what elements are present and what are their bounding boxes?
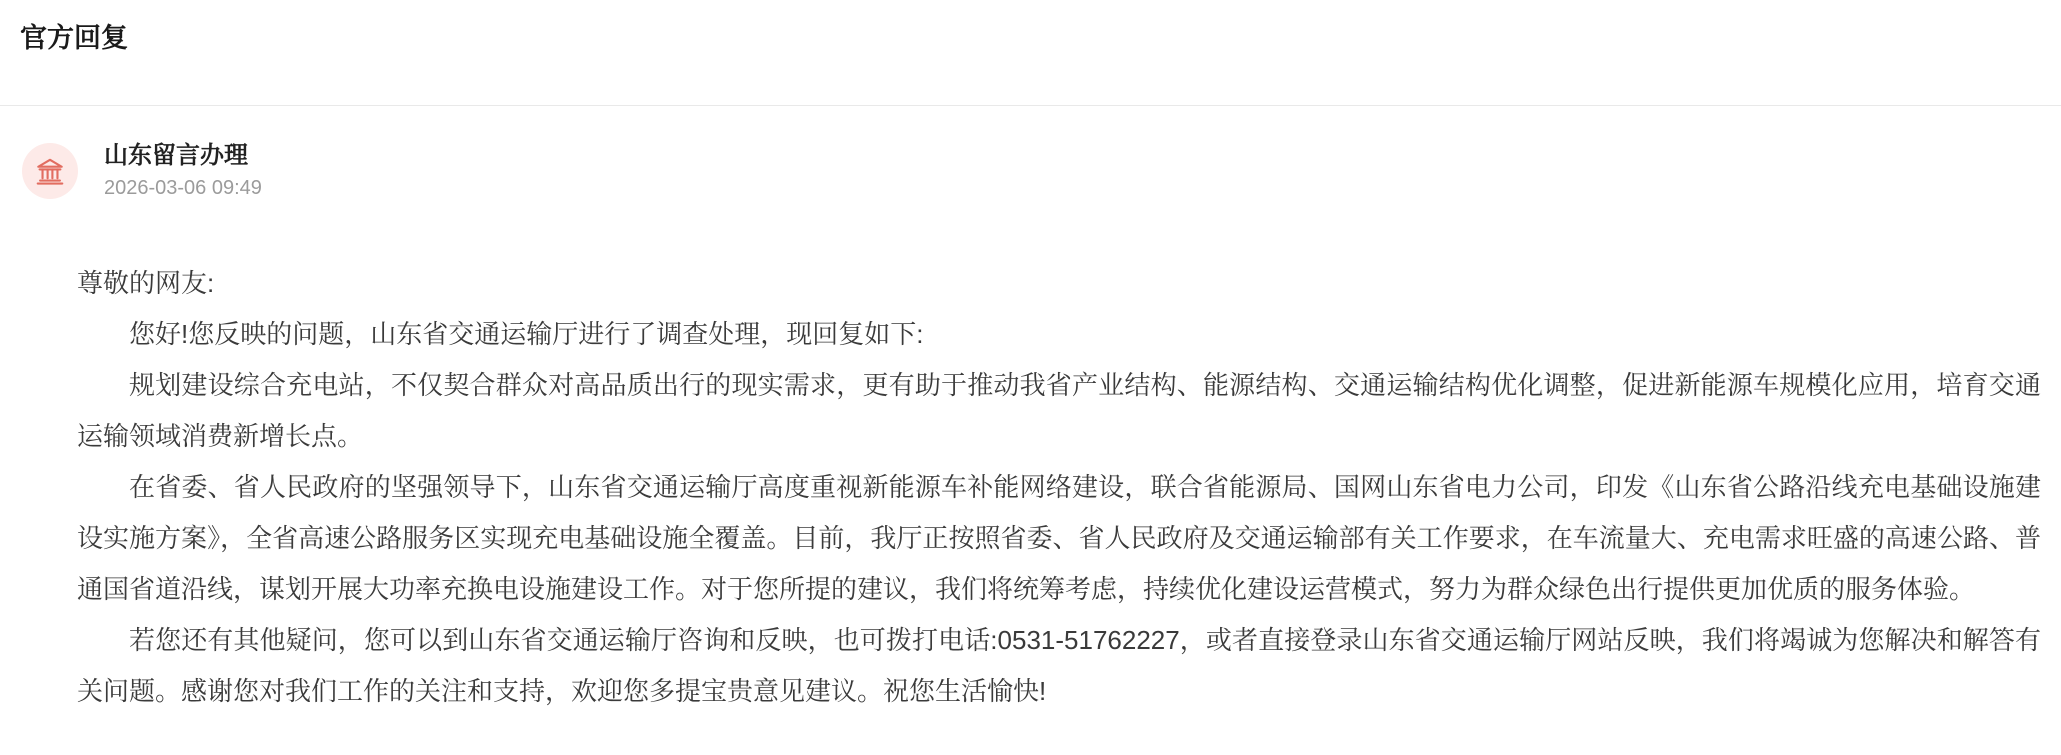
divider <box>0 105 2061 106</box>
reply-header <box>22 141 2061 200</box>
government-building-icon <box>34 155 66 187</box>
page-title: 官方回复 <box>20 23 128 53</box>
reply-author: 山东留言办理 <box>104 142 248 169</box>
paragraph-planning: 规划建设综合充电站，不仅契合群众对高品质出行的现实需求，更有助于推动我省产业结构、能源结构、交通运输结构优化调整，促进新能源车规模化应用，培育交通运输领域消费新增长点。 <box>77 370 2041 451</box>
paragraph-greeting: 您好!您反映的问题，山东省交通运输厅进行了调查处理，现回复如下: <box>129 319 924 349</box>
avatar <box>22 143 78 199</box>
paragraph-measures: 在省委、省人民政府的坚强领导下，山东省交通运输厅高度重视新能源车补能网络建设，联合省能源局、国网山东省电力公司，印发《山东省公路沿线充电基础设施建设实施方案》，全省高速公路服务区实现充电基础设施全覆盖。目前，我厅正按照省委、省人民政府及交通运输部有关工作要求，在车流量大、充电需求旺盛的高速公路、普通国省道沿线，谋划开展大功率充换电设施建设工作。对于您所提的建议，我们将统筹考虑，持续优化建设运营模式，努力为群众绿色出行提供更加优质的服务体验。 <box>77 472 2041 604</box>
official-reply-page <box>0 21 2061 755</box>
reply-timestamp: 2026-03-06 09:49 <box>104 177 262 199</box>
reply-body <box>0 258 2061 717</box>
reply-card <box>0 141 2061 717</box>
paragraph-contact: 若您还有其他疑问，您可以到山东省交通运输厅咨询和反映，也可拨打电话:0531-51762227，或者直接登录山东省交通运输厅网站反映，我们将竭诚为您解决和解答有关问题。感谢您对我们工作的关注和支持，欢迎您多提宝贵意见建议。祝您生活愉快! <box>77 625 2041 706</box>
reply-meta <box>104 141 262 200</box>
paragraph-salutation: 尊敬的网友: <box>77 268 215 298</box>
